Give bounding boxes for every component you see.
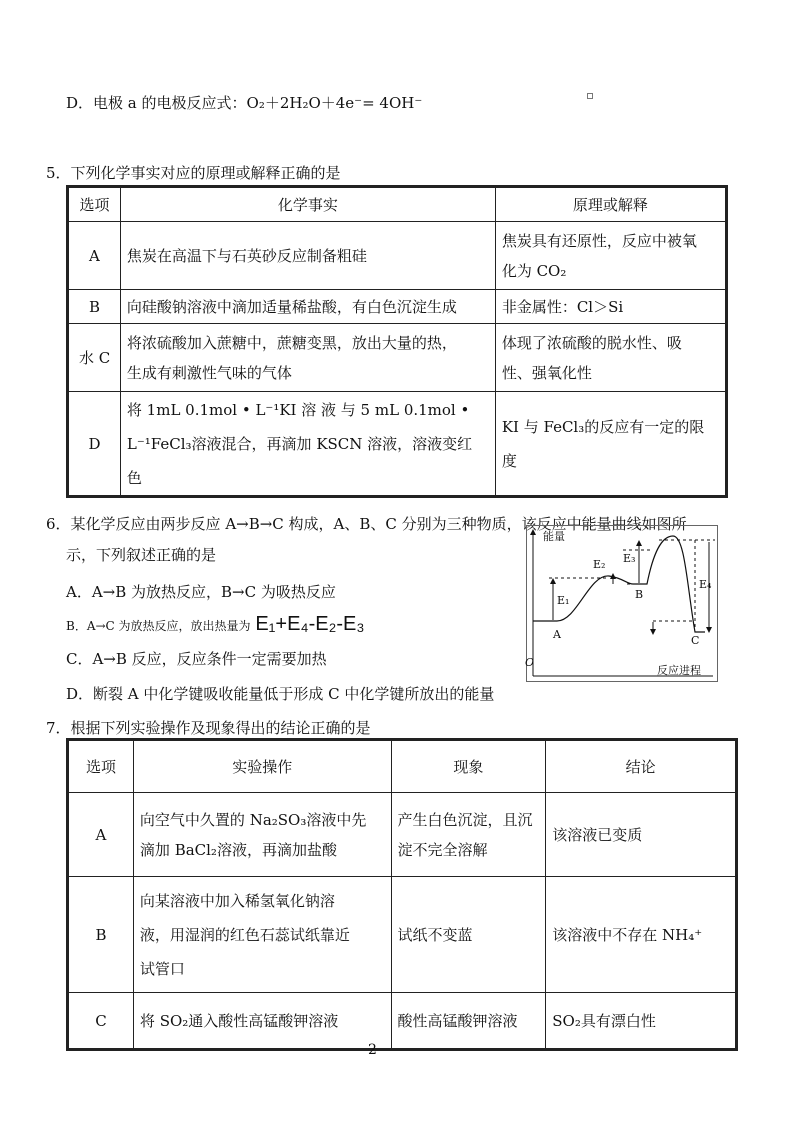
text-line: 度 xyxy=(501,451,517,470)
point-a-label: A xyxy=(553,628,561,641)
q5-stem: 5．下列化学事实对应的原理或解释正确的是 xyxy=(46,164,341,182)
q5-row-d-reason xyxy=(495,392,725,496)
page-number: 2 xyxy=(368,1042,377,1058)
table-row xyxy=(69,392,726,496)
q4-option-d xyxy=(66,92,422,113)
text-line: 将 1mL 0.1mol • L⁻¹KI 溶 液 与 5 mL 0.1mol • xyxy=(126,400,470,419)
q5-row-c-reason xyxy=(495,324,725,392)
text-line: 化为 CO₂ xyxy=(501,261,567,280)
energy-diagram-svg xyxy=(527,526,717,681)
q7-row-b-operation xyxy=(133,877,391,993)
q7-row-a-option: A xyxy=(69,793,134,877)
q5-row-a-reason xyxy=(495,222,725,290)
q5-row-a-fact: 焦炭在高温下与石英砂反应制备粗硅 xyxy=(120,222,495,290)
q6-option-b-formula: E₁+E₄-E₂-E₃ xyxy=(255,613,365,635)
table-row xyxy=(69,793,736,877)
q7-header-conclusion: 结论 xyxy=(546,741,736,793)
q7-row-c-conclusion: SO₂具有漂白性 xyxy=(546,993,736,1049)
q7-stem: 7．根据下列实验操作及现象得出的结论正确的是 xyxy=(46,719,371,737)
q5-row-d-option: D xyxy=(69,392,121,496)
table-row xyxy=(69,877,736,993)
energy-diagram xyxy=(526,525,718,682)
q5-header-reason: 原理或解释 xyxy=(495,188,725,222)
q6-option-d: D．断裂 A 中化学键吸收能量低于形成 C 中化学键所放出的能量 xyxy=(66,685,495,703)
q6-stem-line-2: 示，下列叙述正确的是 xyxy=(66,546,217,564)
q7-row-b-option: B xyxy=(69,877,134,993)
label-e3: E₃ xyxy=(623,552,636,565)
q6-option-b-text: B．A→C 为放热反应，放出热量为 xyxy=(66,619,251,633)
text-line: 将浓硫酸加入蔗糖中，蔗糖变黑，放出大量的热， xyxy=(126,333,457,352)
q4-option-d-equation: O₂＋2H₂O＋4e⁻= 4OH⁻ xyxy=(246,94,423,112)
q7-row-b-phenomenon: 试纸不变蓝 xyxy=(391,877,546,993)
q5-header-option: 选项 xyxy=(69,188,121,222)
table-header-row xyxy=(69,741,736,793)
q7-header-option: 选项 xyxy=(69,741,134,793)
point-c-label: C xyxy=(691,634,700,647)
text-line: 滴加 BaCl₂溶液，再滴加盐酸 xyxy=(139,840,337,859)
q6-option-c: C．A→B 反应，反应条件一定需要加热 xyxy=(66,650,327,668)
text-line: 产生白色沉淀，且沉 xyxy=(397,810,533,829)
text-line: L⁻¹FeCl₃溶液混合，再滴加 KSCN 溶液，溶液变红 xyxy=(126,434,473,453)
q5-row-a-option: A xyxy=(69,222,121,290)
q6-option-b xyxy=(66,613,365,636)
q7-row-b-conclusion: 该溶液中不存在 NH₄⁺ xyxy=(546,877,736,993)
q7-row-c-phenomenon: 酸性高锰酸钾溶液 xyxy=(391,993,546,1049)
origin-label: O xyxy=(525,656,535,669)
text-line: 性、强氧化性 xyxy=(501,363,592,382)
label-e2: E₂ xyxy=(593,558,606,571)
text-line: 向某溶液中加入稀氢氧化钠溶 xyxy=(139,891,335,910)
q5-table xyxy=(68,187,726,496)
text-line: 焦炭具有还原性，反应中被氧 xyxy=(501,231,697,250)
x-axis-label: 反应进程 xyxy=(657,664,701,677)
q5-row-c-fact xyxy=(120,324,495,392)
text-line: 淀不完全溶解 xyxy=(397,840,488,859)
q5-row-d-fact xyxy=(120,392,495,496)
table-row xyxy=(69,222,726,290)
text-line: 试管口 xyxy=(139,959,185,978)
label-e1: E₁ xyxy=(557,594,570,607)
text-line: KI 与 FeCl₃的反应有一定的限 xyxy=(501,417,705,436)
q7-row-a-operation xyxy=(133,793,391,877)
point-b-label: B xyxy=(635,588,644,601)
table-row xyxy=(69,324,726,392)
q7-header-phenomenon: 现象 xyxy=(391,741,546,793)
table-header-row xyxy=(69,188,726,222)
q7-row-c-operation: 将 SO₂通入酸性高锰酸钾溶液 xyxy=(133,993,391,1049)
text-line: 向空气中久置的 Na₂SO₃溶液中先 xyxy=(139,810,367,829)
q5-row-c-option: 水 C xyxy=(69,324,121,392)
energy-curve xyxy=(533,536,705,632)
q7-row-c-option: C xyxy=(69,993,134,1049)
text-line: 色 xyxy=(126,468,142,487)
q6-stem-line-1: 6．某化学反应由两步反应 A→B→C 构成，A、B、C 分别为三种物质，该反应中能量曲线如图所 xyxy=(46,515,687,533)
q7-table xyxy=(68,740,736,1049)
q4-option-d-label: D．电极 a 的电极反应式： xyxy=(66,94,247,112)
q5-row-b-option: B xyxy=(69,290,121,324)
q7-header-operation: 实验操作 xyxy=(133,741,391,793)
q6-option-a: A．A→B 为放热反应，B→C 为吸热反应 xyxy=(66,583,336,601)
small-square-mark xyxy=(587,93,593,99)
table-row xyxy=(69,290,726,324)
y-axis-label: 能量 xyxy=(543,530,565,543)
q5-row-b-reason: 非金属性：Cl＞Si xyxy=(495,290,725,324)
text-line: 液，用湿润的红色石蕊试纸靠近 xyxy=(139,925,350,944)
table-row xyxy=(69,993,736,1049)
q7-row-a-conclusion: 该溶液已变质 xyxy=(546,793,736,877)
q5-header-fact: 化学事实 xyxy=(120,188,495,222)
text-line: 生成有刺激性气味的气体 xyxy=(126,363,292,382)
q5-row-b-fact: 向硅酸钠溶液中滴加适量稀盐酸，有白色沉淀生成 xyxy=(120,290,495,324)
label-e4: E₄ xyxy=(699,578,712,591)
text-line: 体现了浓硫酸的脱水性、吸 xyxy=(501,333,682,352)
q7-row-a-phenomenon xyxy=(391,793,546,877)
